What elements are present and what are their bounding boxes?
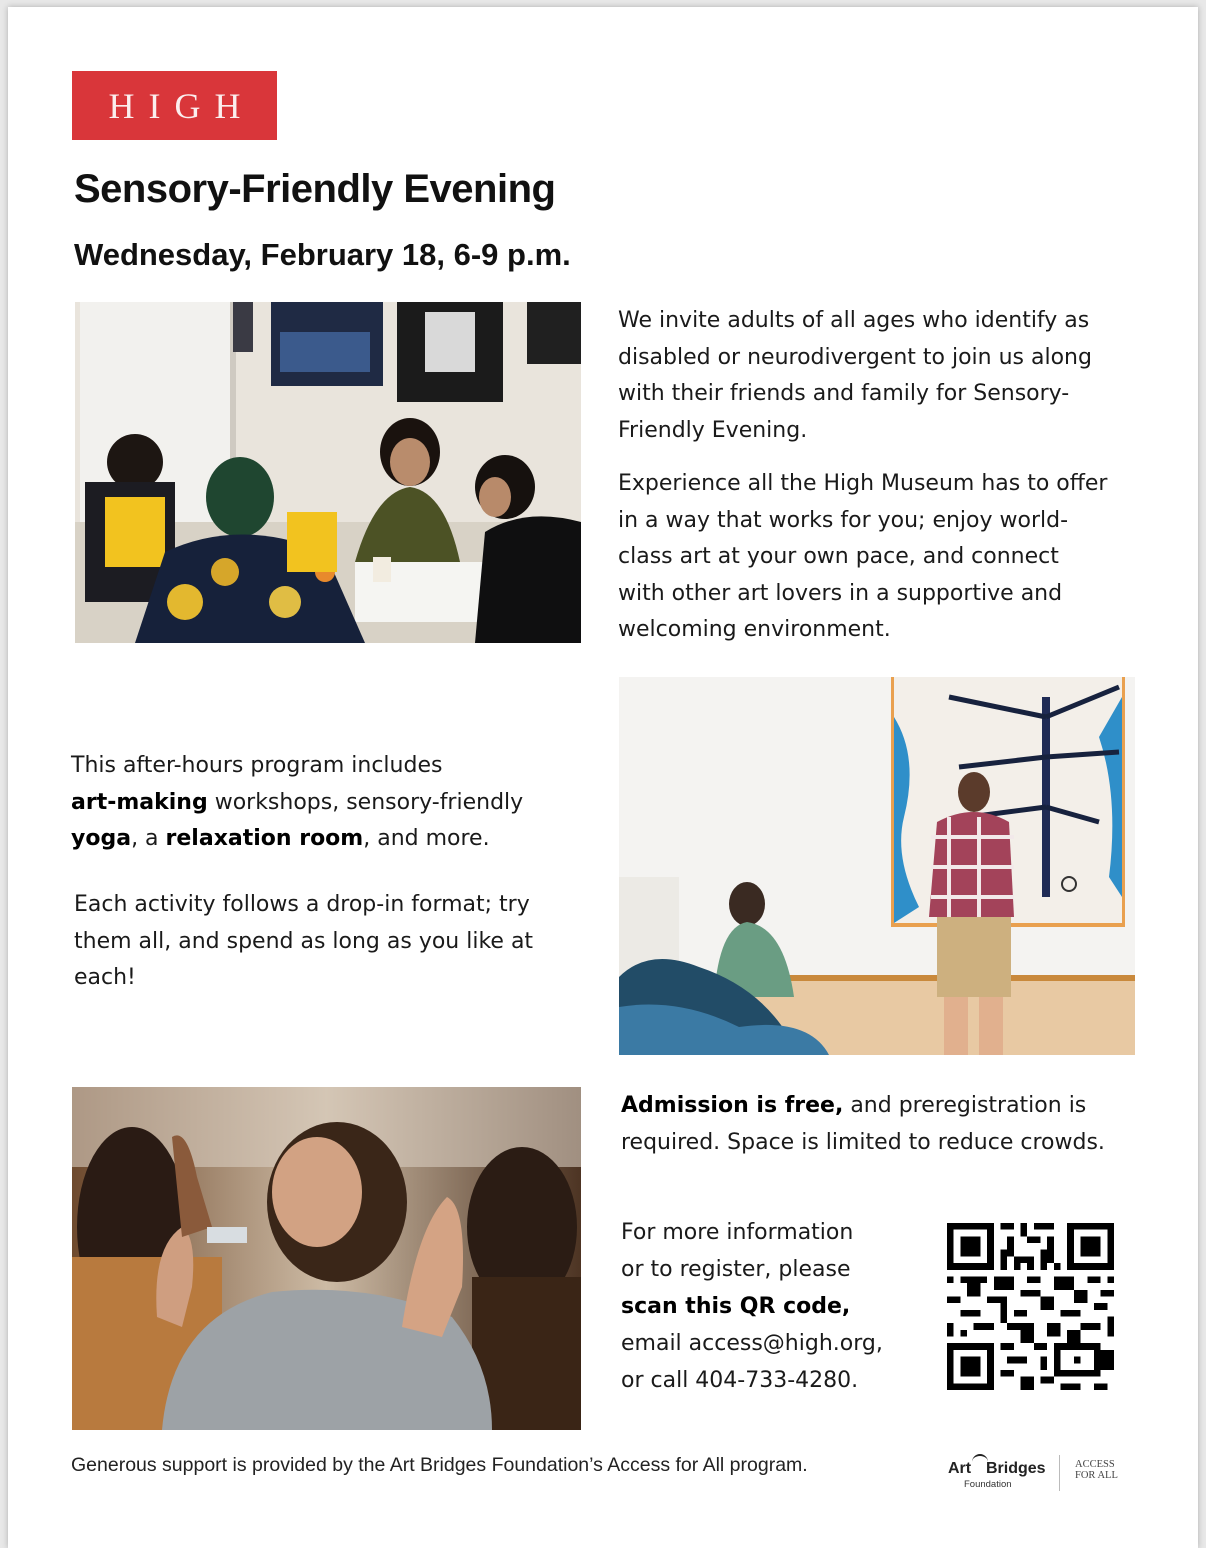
art-bridges-foundation-logo — [946, 1452, 1051, 1492]
yoga-photo — [72, 1087, 581, 1430]
program-text: , and more. — [363, 826, 490, 851]
program-text: workshops, sensory-friendly — [207, 789, 524, 815]
logo-art-text: Art — [948, 1460, 972, 1477]
program-text: , a — [131, 826, 166, 851]
gallery-photo — [619, 677, 1135, 1055]
logo-text: HIGH — [108, 85, 255, 126]
program-lead: This after-hours program includes — [71, 753, 443, 778]
event-date-time: Wednesday, February 18, 6-9 p.m. — [74, 237, 571, 272]
contact-scan-qr: scan this QR code, — [621, 1294, 851, 1319]
bold-art-making: art-making — [71, 789, 208, 815]
admission-bold: Admission is free, — [621, 1093, 844, 1118]
access-line-1: ACCESS — [1075, 1459, 1115, 1470]
bold-relaxation-room: relaxation room — [165, 826, 364, 851]
access-line-2: FOR ALL — [1075, 1470, 1118, 1481]
logo-foundation-text: Foundation — [964, 1479, 1012, 1490]
bold-yoga: yoga — [71, 826, 132, 851]
high-museum-logo — [72, 71, 277, 140]
logo-divider — [1059, 1455, 1060, 1491]
contact-email-line[interactable]: email access@high.org, — [621, 1331, 883, 1356]
admission-paragraph — [621, 1088, 1151, 1161]
workshop-photo — [75, 302, 581, 643]
logo-bridges-text: Bridges — [986, 1460, 1046, 1477]
contact-phone-line[interactable]: or call 404-733-4280. — [621, 1368, 859, 1393]
admission-rest: and preregistration is required. Space is limited to reduce crowds. — [621, 1093, 1105, 1155]
program-paragraph-2: Each activity follows a drop-in format; try them all, and spend as long as you like at each! — [74, 892, 534, 990]
access-for-all-logo — [1075, 1459, 1118, 1481]
event-title: Sensory-Friendly Evening — [74, 167, 556, 211]
intro-paragraph-1: We invite adults of all ages who identify as disabled or neurodivergent to join us along with their friends and family for Sensory-Friendly Evening. — [618, 308, 1092, 443]
contact-line-1: For more information — [621, 1220, 854, 1245]
contact-paragraph — [621, 1214, 931, 1399]
support-credit: Generous support is provided by the Art Bridges Foundation’s Access for All program. — [71, 1454, 808, 1476]
program-paragraph-1 — [71, 748, 571, 858]
registration-qr-code[interactable] — [947, 1223, 1114, 1390]
contact-line-2: or to register, please — [621, 1257, 851, 1282]
intro-paragraph-2: Experience all the High Museum has to offer in a way that works for you; enjoy world-class art at your own pace, and connect with other art lovers in a supportive and welcoming environment. — [618, 471, 1108, 642]
flyer-page — [8, 7, 1198, 1548]
